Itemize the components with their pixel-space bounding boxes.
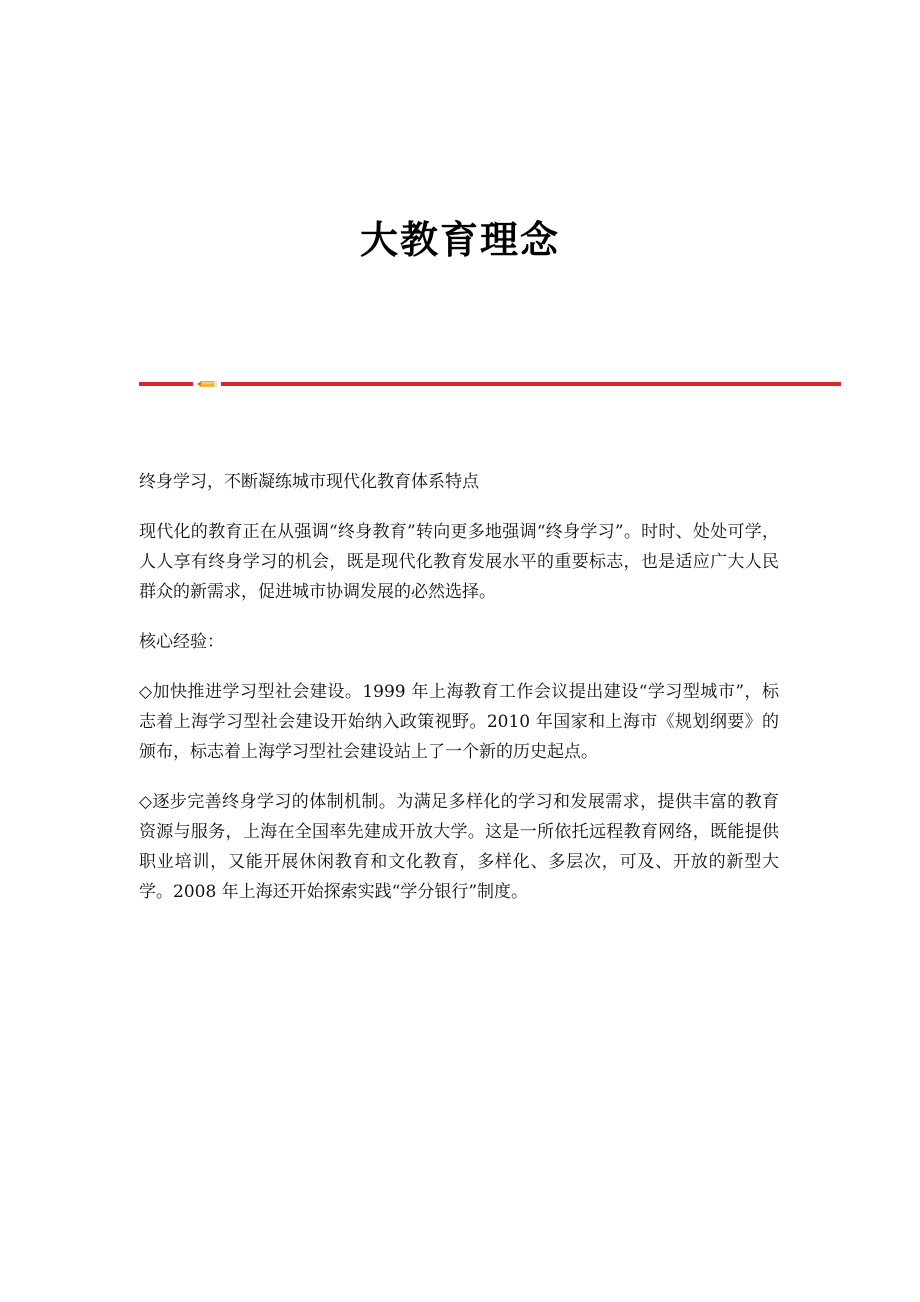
title-divider [139, 380, 841, 388]
experience-item-2: ◇逐步完善终身学习的体制机制。为满足多样化的学习和发展需求，提供丰富的教育资源与服务，上海在全国率先建成开放大学。这是一所依托远程教育网络，既能提供职业培训，又能开展休闲教育和文化教育，多样化、多层次，可及、开放的新型大学。2008 年上海还开始探索实践“学分银行”制度。 [139, 792, 779, 902]
section-heading: 终身学习，不断凝练城市现代化教育体系特点 [139, 472, 479, 492]
divider-bar-left [139, 382, 193, 386]
article-body [139, 467, 779, 927]
core-experience-heading: 核心经验： [139, 632, 224, 652]
pencil-icon [197, 380, 217, 388]
page-title: 大教育理念 [359, 217, 560, 262]
divider-bar-right [221, 382, 841, 386]
intro-paragraph: 现代化的教育正在从强调“终身教育”转向更多地强调“终身学习”。时时、处处可学，人人享有终身学习的机会，既是现代化教育发展水平的重要标志，也是适应广大人民群众的新需求，促进城市协调发展的必然选择。 [139, 522, 779, 602]
experience-item-1: ◇加快推进学习型社会建设。1999 年上海教育工作会议提出建设“学习型城市”，标志着上海学习型社会建设开始纳入政策视野。2010 年国家和上海市《规划纲要》的颁布，标志着上海学习型社会建设站上了一个新的历史起点。 [139, 682, 779, 762]
